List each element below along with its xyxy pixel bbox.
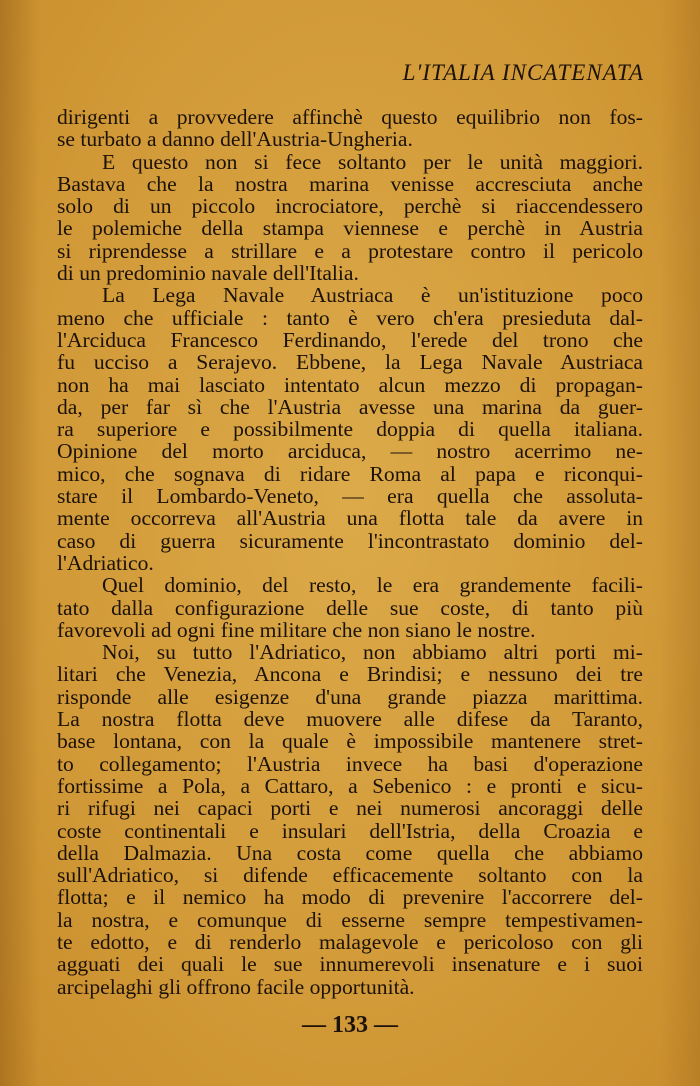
text-line: Bastava che la nostra marina venisse accresciuta anche [57, 171, 643, 196]
text-line: Quel dominio, del resto, le era grandemente facili- [102, 573, 643, 598]
text-line: le polemiche della stampa viennese e perchè in Austria [57, 216, 643, 241]
text-line: dirigenti a provvedere affinchè questo equilibrio non fos- [57, 105, 643, 129]
text-line: te edotto, e di renderlo malagevole e pericoloso con gli [57, 929, 643, 954]
text-line: ra superiore e possibilmente doppia di quella italiana. [57, 417, 643, 442]
text-line: Opinione del morto arciduca, — nostro acerrimo ne- [57, 439, 643, 464]
text-line: La nostra flotta deve muovere alle difese da Taranto, [57, 707, 643, 732]
text-line: si riprendesse a strillare e a protestare contro il pericolo [57, 238, 643, 263]
text-line: agguati dei quali le sue innumerevoli insenature e i suoi [57, 952, 643, 977]
text-line: l'Arciduca Francesco Ferdinando, l'erede del trono che [57, 327, 643, 352]
text-line: l'Adriatico. [57, 550, 154, 575]
text-line: se turbato a danno dell'Austria-Ungheria. [57, 127, 413, 152]
text-line: base lontana, con la quale è impossibile mantenere stret- [57, 729, 643, 754]
text-line: arcipelaghi gli offrono facile opportunità. [57, 974, 415, 999]
text-line: mente occorreva all'Austria una flotta tale da avere in [57, 506, 643, 531]
text-line: la nostra, e comunque di esserne sempre tempestivamen- [57, 907, 643, 932]
text-line: La Lega Navale Austriaca è un'istituzione poco [102, 283, 643, 308]
text-line: da, per far sì che l'Austria avesse una marina da guer- [57, 394, 643, 419]
text-line: della Dalmazia. Una costa come quella che abbiamo [57, 840, 643, 865]
running-title: L'ITALIA INCATENATA [402, 60, 644, 85]
text-line: sull'Adriatico, si difende efficacemente soltanto con la [57, 863, 643, 888]
text-line: ri rifugi nei capaci porti e nei numerosi ancoraggi delle [57, 796, 643, 821]
text-line: coste continentali e insulari dell'Istria, della Croazia e [57, 818, 643, 843]
text-line: mico, che sognava di ridare Roma al papa e riconqui- [57, 461, 643, 486]
body-text [57, 106, 643, 998]
text-line: non ha mai lasciato intentato alcun mezzo di propagan- [57, 372, 643, 397]
text-line: meno che ufficiale : tanto è vero ch'era presieduta dal- [57, 305, 643, 330]
text-line: tato dalla configurazione delle sue coste, di tanto più [57, 595, 643, 620]
text-line: risponde alle esigenze d'una grande piazza marittima. [57, 684, 643, 709]
text-line: flotta; e il nemico ha modo di prevenire l'accorrere del- [57, 885, 643, 910]
text-line: Noi, su tutto l'Adriatico, non abbiamo altri porti mi- [102, 640, 643, 665]
page-number: — 133 — [302, 1012, 398, 1038]
text-line: litari che Venezia, Ancona e Brindisi; e nessuno dei tre [57, 662, 643, 687]
text-line: favorevoli ad ogni fine militare che non siano le nostre. [57, 617, 536, 642]
text-line: solo di un piccolo incrociatore, perchè si riaccendessero [57, 194, 643, 219]
text-line: E questo non si fece soltanto per le unità maggiori. [102, 149, 643, 174]
text-line: caso di guerra sicuramente l'incontrastato dominio del- [57, 528, 643, 553]
text-line: to collegamento; l'Austria invece ha basi d'operazione [57, 751, 643, 776]
text-line: fu ucciso a Serajevo. Ebbene, la Lega Navale Austriaca [57, 350, 643, 375]
text-line: fortissime a Pola, a Cattaro, a Sebenico : e pronti e sicu- [57, 773, 643, 798]
text-line: stare il Lombardo-Veneto, — era quella che assoluta- [57, 484, 643, 509]
text-line: di un predominio navale dell'Italia. [57, 261, 359, 286]
